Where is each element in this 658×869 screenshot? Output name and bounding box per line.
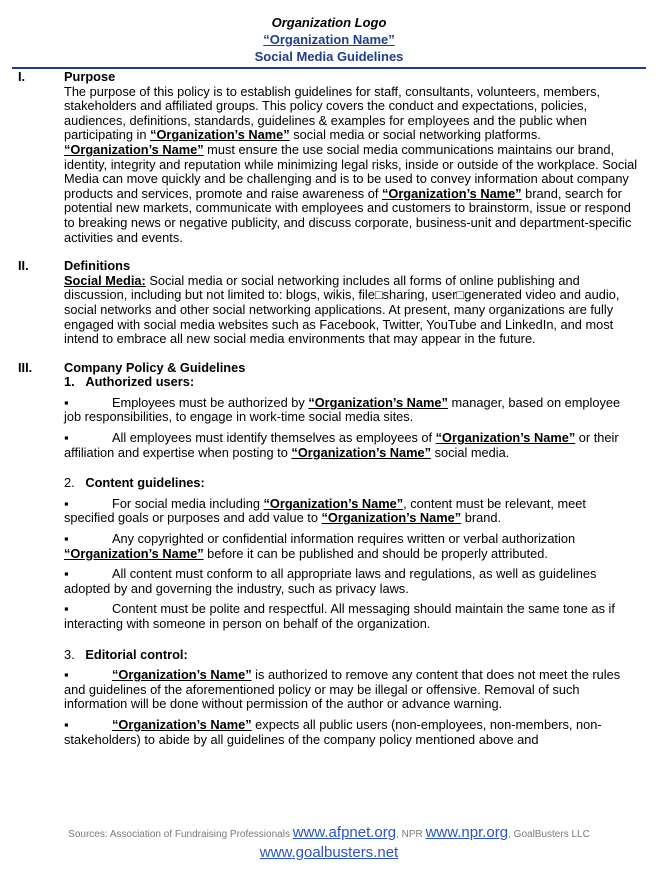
term-social-media: Social Media:: [64, 272, 146, 288]
bullet-icon: ▪: [64, 495, 69, 511]
organization-name-line: [0, 31, 658, 48]
section-policy: [18, 361, 638, 747]
list-item: ▪ All employees must identify themselves as employees of “Organization’s Name” or their affiliation and expertise when posting to “Organization’s Name” social media.: [64, 430, 619, 460]
afpnet-link[interactable]: www.afpnet.org: [292, 824, 397, 841]
subsection-editorial-control: 3. Editorial control:: [64, 646, 188, 662]
bullet-icon: ▪: [64, 566, 69, 582]
org-name-ref: “Organization’s Name”: [64, 141, 204, 157]
org-name-ref: “Organization’s Name”: [150, 127, 290, 143]
section-title: Company Policy & Guidelines: [64, 359, 246, 375]
subsection-authorized-users: 1. Authorized users:: [64, 374, 195, 390]
list-item: ▪ Employees must be authorized by “Organization’s Name” manager, based on employee job responsibilities, to engage in work-time social media sites.: [64, 394, 621, 425]
section-number: I.: [18, 69, 26, 84]
bullet-icon: ▪: [64, 394, 69, 410]
definitions-paragraph: Social Media: Social media or social networking includes all forms of online publishing and discussion, including but not limited to: blogs, wikis, file□sharing, user□generated video and audio, social networks and other social networking applications. At present, many organizations are fully engaged with social media websites such as Facebook, Twitter, YouTube and LinkedIn, and most intend to embrace all new social media environments that may appear in the future.: [64, 272, 620, 347]
list-item: ▪ Content must be polite and respectful. All messaging should maintain the same tone as if interacting with someone in person on behalf of the organization.: [64, 601, 615, 631]
section-number: III.: [18, 359, 33, 375]
list-item: ▪ “Organization’s Name” expects all public users (non-employees, non-members, non-stakeholders) to abide by all guidelines of the company policy mentioned above and: [64, 716, 602, 747]
document-body: [18, 70, 638, 747]
section-number: II.: [18, 258, 29, 274]
sources-footer: Sources: Association of Fundraising Professionals www.afpnet.org, NPR www.npr.org, GoalBusters LLC www.goalbusters.net: [68, 824, 590, 861]
list-item: ▪ For social media including “Organization’s Name”, content must be relevant, meet specified goals or purposes and add value to “Organization’s Name” brand.: [64, 495, 586, 526]
document-header: [0, 0, 658, 65]
section-title: Definitions: [64, 258, 131, 274]
organization-name[interactable]: “Organization Name”: [263, 32, 395, 47]
bullet-icon: ▪: [64, 667, 69, 683]
list-item: ▪ All content must conform to all appropriate laws and regulations, as well as guidelines adopted by and governing the industry, such as privacy laws.: [64, 566, 597, 596]
organization-logo: Organization Logo: [271, 15, 387, 30]
bullet-icon: ▪: [64, 601, 69, 617]
section-title: Purpose: [64, 69, 116, 84]
bullet-icon: ▪: [64, 716, 69, 732]
section-purpose: [18, 70, 638, 245]
subsection-content-guidelines: 2. Content guidelines:: [64, 475, 205, 491]
list-item: ▪ Any copyrighted or confidential information requires written or verbal authorization “Organization’s Name” before it can be published and should be properly attributed.: [64, 531, 576, 561]
purpose-paragraph: The purpose of this policy is to establish guidelines for staff, consultants, volunteers, members, stakeholders and affiliated groups. This policy covers the conduct and expectations, policies, audiences, definitions, standards, guidelines & examples for employees and the public when participating in “Organization’s Name” social media or social networking platforms. “Organization’s Name” must ensure the use social media communications maintains our brand, identity, integrity and reputation while minimizing legal risks, inside or outside of the workplace. Social Media can move quickly and be challenging and is to be used to convey information about company products and services, promote and raise awareness of “Organization’s Name” brand, search for potential new markets, communicate with employees and customers to brainstorm, issue or respond to breaking news or negative publicity, and discuss corporate, business-unit and department-specific activities and events.: [64, 83, 638, 245]
list-item: ▪ “Organization’s Name” is authorized to remove any content that does not meet the rules and guidelines of the aforementioned policy or may be illegal or offensive. Removal of such information will be done without permission of the author or advance warning.: [64, 667, 621, 712]
goalbusters-link[interactable]: www.goalbusters.net: [259, 844, 399, 861]
bullet-icon: ▪: [64, 531, 69, 547]
npr-link[interactable]: www.npr.org: [425, 824, 509, 841]
document-title: Social Media Guidelines: [254, 49, 404, 64]
bullet-icon: ▪: [64, 430, 69, 446]
section-definitions: [18, 259, 638, 347]
org-name-ref: “Organization’s Name”: [381, 185, 522, 201]
